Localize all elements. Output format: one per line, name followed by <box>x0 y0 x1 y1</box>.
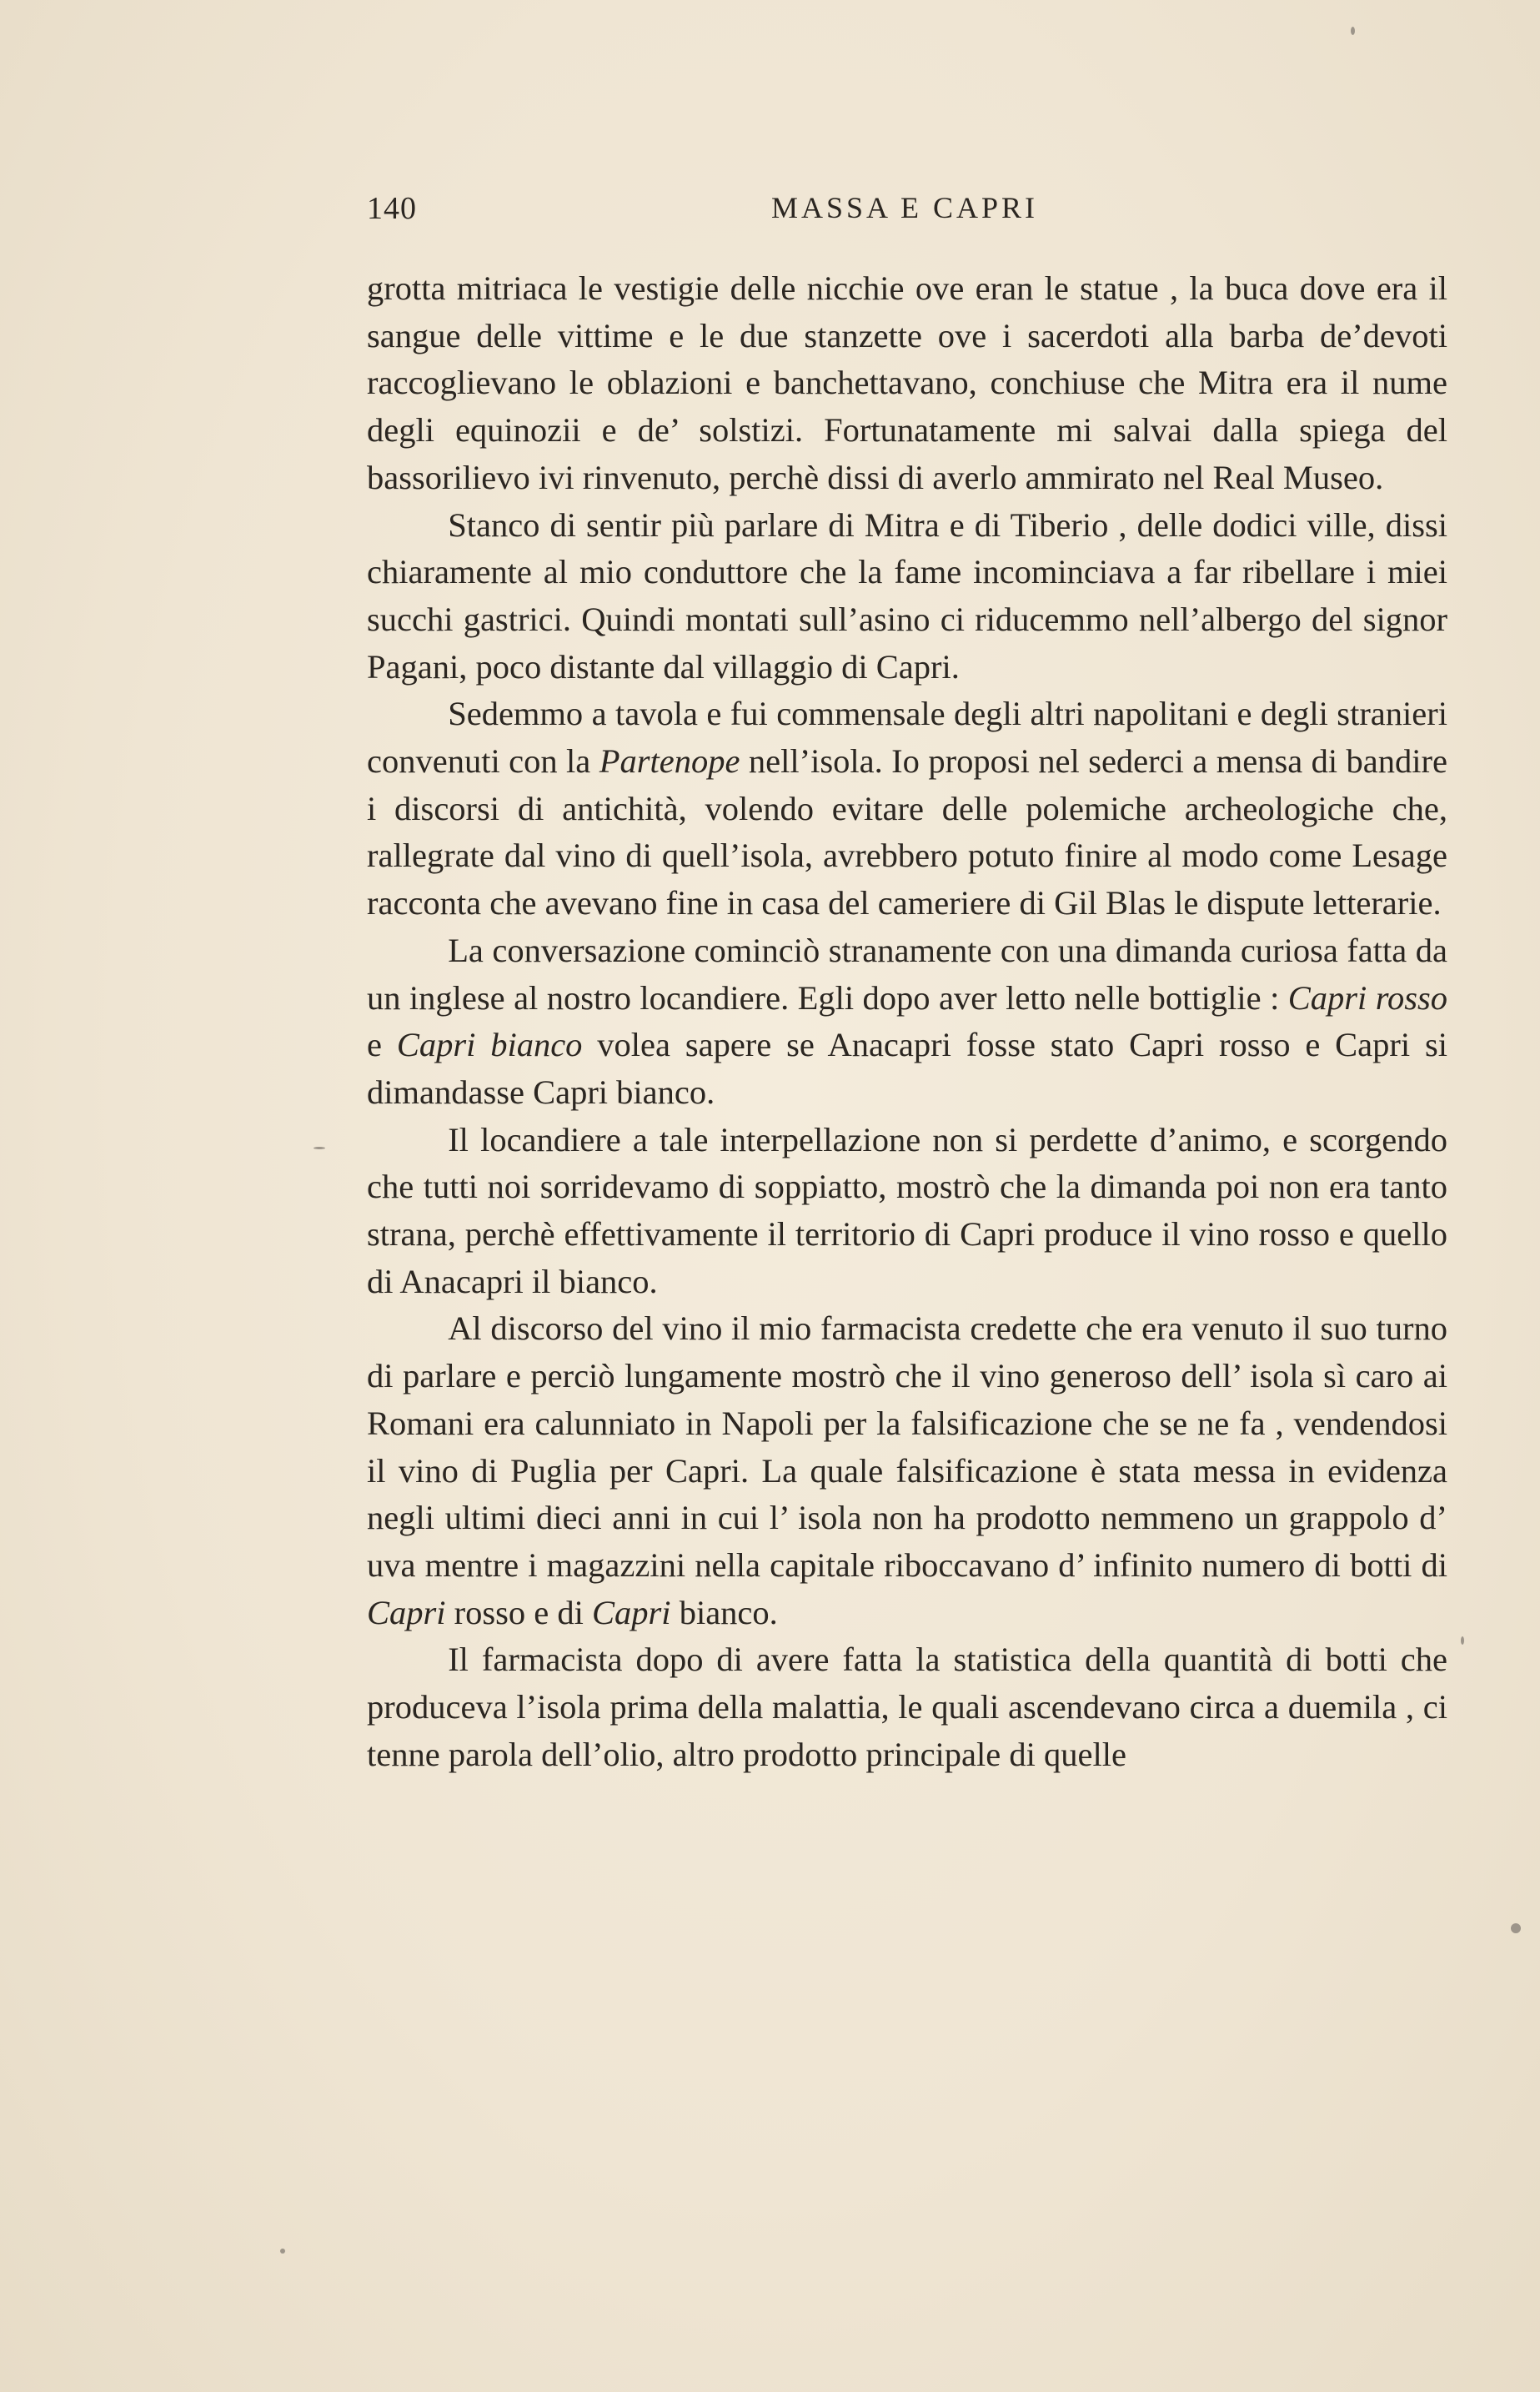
paper-speck <box>1351 27 1355 35</box>
paragraph <box>367 1305 1447 1636</box>
text-run: Al discorso del vino il mio farmacista credette che era venuto il suo turno di parlare e perciò lungamente mostrò che il vino generoso dell’ isola sì caro ai Romani era calunniato in Napoli per la falsificazione che se ne fa , vendendosi il vino di Puglia per Capri. La quale falsificazione è stata messa in evidenza negli ultimi dieci anni in cui l’ isola non ha prodotto nemmeno un grappolo d’ uva mentre i magazzini nella capitale riboccavano d’ infinito numero di botti di <box>367 1309 1447 1584</box>
text-run: Il farmacista dopo di avere fatta la statistica della quantità di botti che produceva l’isola prima della malattia, le quali ascendevano circa a duemila , ci tenne parola dell’olio, altro prodotto principale di quelle <box>367 1641 1447 1773</box>
text-run: La conversazione cominciò stranamente con una dimanda curiosa fatta da un inglese al nostro locandiere. Egli dopo aver letto nelle bottiglie : <box>367 931 1447 1017</box>
paragraph <box>367 265 1447 502</box>
text-run: nell’isola. Io proposi nel sederci a mensa di bandire i discorsi di antichità, volendo evitare delle polemiche archeologiche che, rallegrate dal vino di quell’isola, avrebbero potuto finire al modo come Lesage racconta che avevano fine in casa del cameriere di Gil Blas le dispute letterarie. <box>367 742 1447 922</box>
paper-speck <box>1461 1636 1464 1645</box>
paper-speck <box>1511 1923 1521 1933</box>
page-header <box>367 190 1442 240</box>
paper-speck <box>314 1147 325 1149</box>
text-run: e <box>367 1026 397 1064</box>
text-run: Stanco di sentir più parlare di Mitra e di Tiberio , delle dodici ville, dissi chiaramente al mio conduttore che la fame incominciava a far ribellare i miei succhi gastrici. Quindi montati sull’asino ci riducemmo nell’albergo del signor Pagani, poco distante dal villaggio di Capri. <box>367 505 1447 686</box>
paragraph <box>367 1117 1447 1306</box>
text-run: bianco. <box>670 1593 778 1631</box>
paragraph <box>367 1636 1447 1778</box>
text-run: Sedemmo a tavola e fui commensale degli altri napolitani e degli stranieri convenuti con la <box>367 695 1447 781</box>
text-run: grotta mitriaca le vestigie delle nicchie ove eran le statue , la buca dove era il sangue delle vittime e le due stanzette ove i sacerdoti alla barba de’devoti raccoglievano le oblazioni e banchettavano, conchiuse che Mitra era il nume degli equinozii e de’ solstizi. Fortunatamente mi salvai dalla spiega del bassorilievo ivi rinvenuto, perchè dissi di averlo ammirato nel Real Museo. <box>367 269 1447 496</box>
paragraph <box>367 691 1447 927</box>
paragraph <box>367 927 1447 1117</box>
italic-text: Partenope <box>599 742 740 781</box>
text-run: rosso e di <box>445 1593 593 1631</box>
italic-text: Capri <box>592 1593 671 1631</box>
italic-text: Capri <box>367 1593 446 1631</box>
body-text <box>367 265 1447 1779</box>
text-run: volea sapere se Anacapri fosse stato Capri rosso e Capri si dimandasse Capri bianco. <box>367 1026 1447 1111</box>
text-run: Il locandiere a tale interpellazione non si perdette d’animo, e scorgendo che tutti noi sorridevamo di soppiatto, mostrò che la dimanda poi non era tanto strana, perchè effettivamente il territorio di Capri produce il vino rosso e quello di Anacapri il bianco. <box>367 1120 1447 1300</box>
page-number: 140 <box>367 191 417 226</box>
paper-speck <box>280 2249 285 2254</box>
italic-text: Capri bianco <box>396 1026 583 1064</box>
running-title: MASSA E CAPRI <box>770 191 1039 224</box>
italic-text: Capri rosso <box>1287 978 1448 1017</box>
paragraph <box>367 502 1447 691</box>
